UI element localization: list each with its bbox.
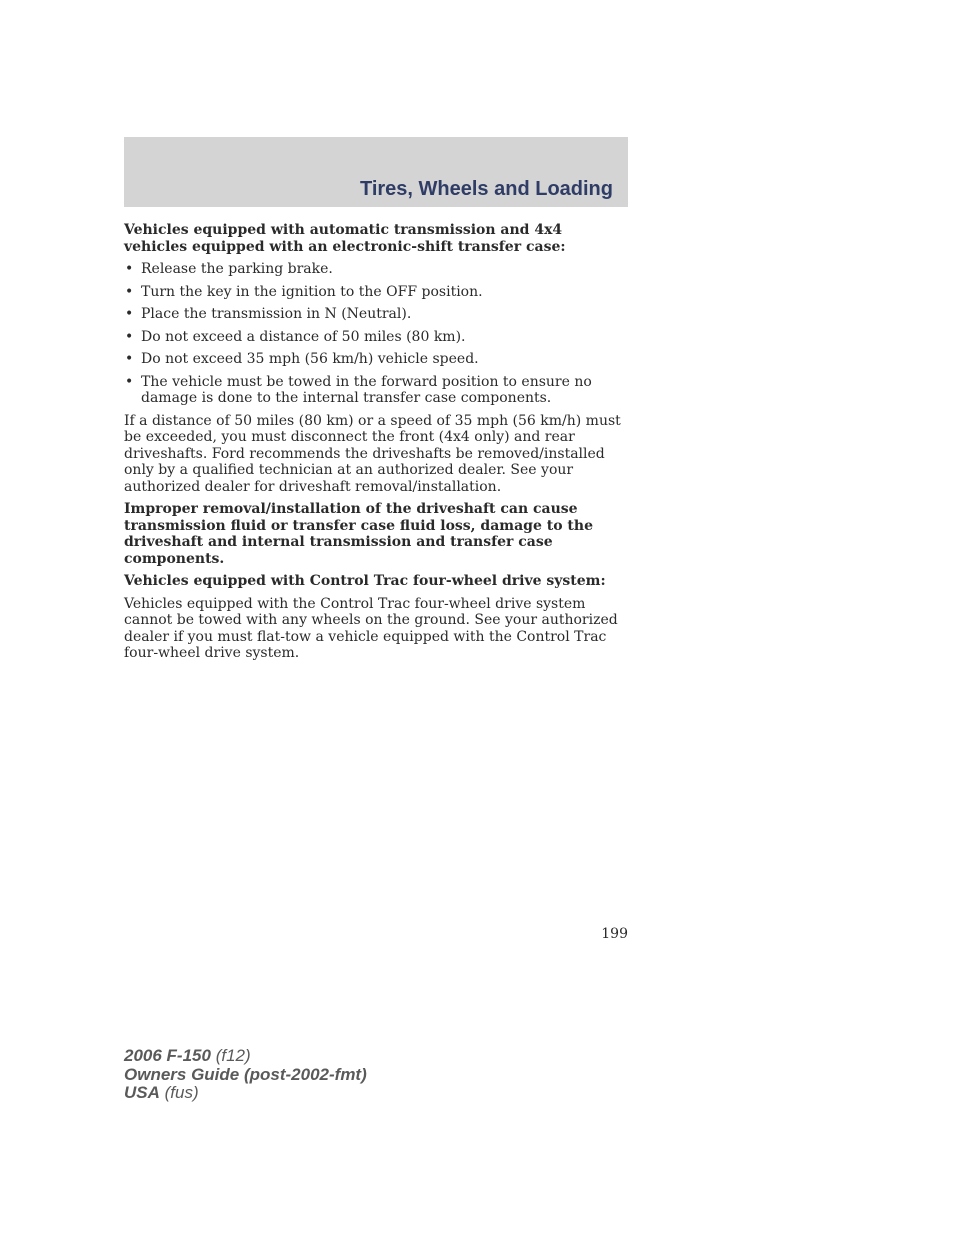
footer-region-code: (fus) [164,1083,199,1102]
bullet-icon: • [125,283,134,300]
footer-model: 2006 F-150 [124,1046,211,1065]
page-number: 199 [601,926,628,942]
list-item [124,261,624,278]
bullet-icon: • [125,306,134,322]
towing-steps-list [124,261,624,407]
driveshaft-paragraph: If a distance of 50 miles (80 km) or a speed of 35 mph (56 km/h) must be exceeded, you must disconnect the front (4x4 only) and rear driveshafts. Ford recommends the driveshafts be removed/installed only by a qualified technician at an authorized dealer. See your authorized dealer for driveshaft removal/installation. [124,412,621,495]
control-trac-paragraph: Vehicles equipped with the Control Trac four-wheel drive system cannot be towed with any wheels on the ground. See your authorized dealer if you must flat-tow a vehicle equipped with the Control Trac four-wheel drive system. [124,595,618,661]
list-item [124,329,624,346]
list-item-text: The vehicle must be towed in the forward position to ensure no damage is done to the internal transfer case components. [141,373,592,406]
bullet-icon: • [125,351,134,367]
footer-line-model [124,1047,367,1066]
list-item [124,351,624,368]
list-item-text: Turn the key in the ignition to the OFF position. [141,283,483,300]
bullet-icon: • [125,373,134,390]
list-item-text: Place the transmission in N (Neutral). [141,306,412,322]
section-title: Tires, Wheels and Loading [359,178,613,200]
list-item-text: Do not exceed 35 mph (56 km/h) vehicle speed. [141,351,479,367]
warning-text: Improper removal/installation of the driveshaft can cause transmission fluid or transfer case fluid loss, damage to the driveshaft and internal transmission and transfer case components. [124,501,593,567]
list-item [124,374,624,407]
intro-heading: Vehicles equipped with automatic transmission and 4x4 vehicles equipped with an electronic-shift transfer case: [124,222,566,255]
footer-line-region [124,1084,367,1103]
list-item [124,306,624,323]
control-trac-heading: Vehicles equipped with Control Trac four-wheel drive system: [124,573,606,589]
footer-line-guide [124,1066,367,1085]
document-footer [124,1047,367,1103]
main-content [124,222,624,668]
section-header-band [124,137,628,207]
footer-region: USA [124,1083,160,1102]
bullet-icon: • [125,328,134,345]
list-item-text: Do not exceed a distance of 50 miles (80 km). [141,328,466,345]
footer-guide: Owners Guide (post-2002-fmt) [124,1064,367,1084]
list-item-text: Release the parking brake. [141,261,333,277]
list-item [124,284,624,301]
footer-model-code: (f12) [215,1046,251,1065]
bullet-icon: • [125,261,134,277]
